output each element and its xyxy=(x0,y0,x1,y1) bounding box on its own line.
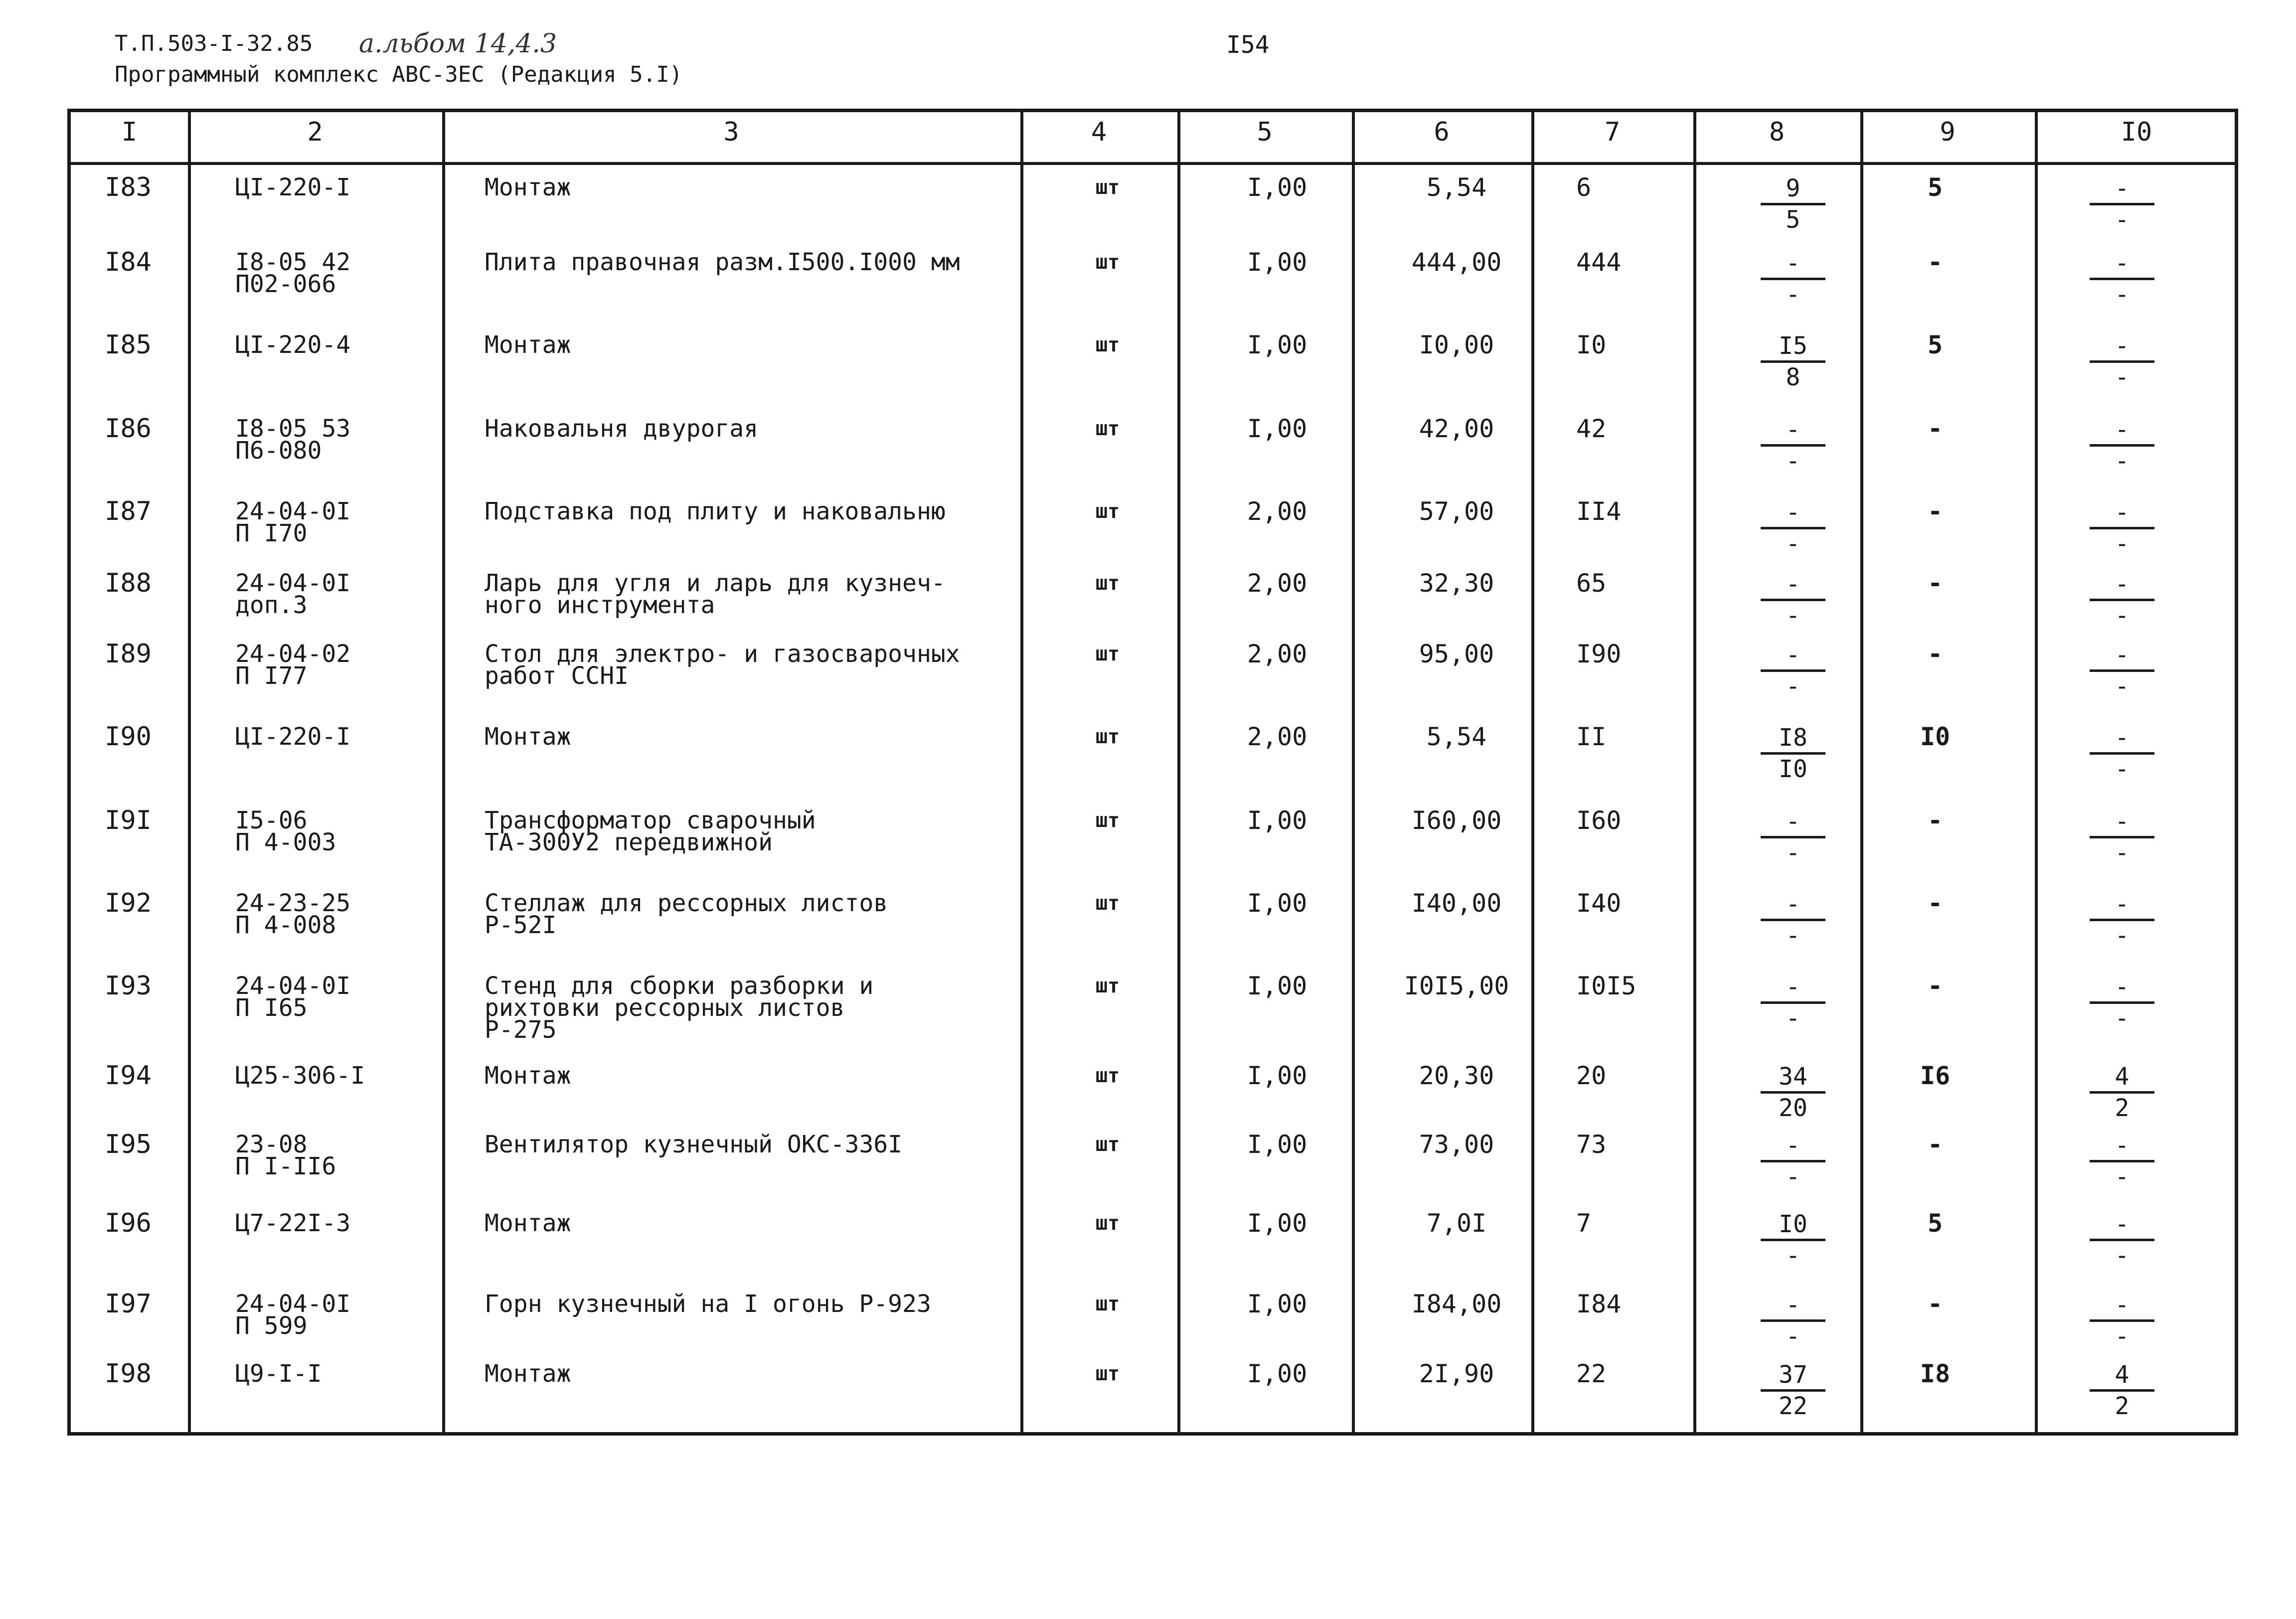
column-10-fraction xyxy=(2085,1133,2159,1189)
col-divider xyxy=(2035,112,2038,1432)
album-handwritten-note: а.льбом 14,4.3 xyxy=(359,29,557,59)
code-line: доп.3 xyxy=(235,591,308,619)
column-8-fraction xyxy=(1756,333,1830,390)
fraction-bar xyxy=(2090,1239,2154,1241)
name-line: Р-52I xyxy=(485,911,557,939)
fraction-numerator: I5 xyxy=(1779,332,1807,360)
fraction-denominator: - xyxy=(2115,206,2130,234)
unit-cell: шт xyxy=(1095,251,1120,274)
name-line: Р-275 xyxy=(485,1016,557,1044)
estimate-table xyxy=(67,109,2238,1436)
column-8-fraction xyxy=(1756,892,1830,948)
fraction-denominator: 20 xyxy=(1779,1094,1807,1122)
fraction-bar xyxy=(1761,669,1825,672)
fraction-denominator: - xyxy=(2115,281,2130,309)
quantity-cell: I,00 xyxy=(1247,1061,1308,1090)
unit-cell: шт xyxy=(1095,572,1120,595)
fraction-numerator: - xyxy=(2115,890,2130,918)
fraction-denominator: - xyxy=(2115,1322,2130,1350)
code-line: 24-04-0I xyxy=(235,497,351,525)
price-cell: 42,00 xyxy=(1419,414,1494,443)
row-number: I95 xyxy=(105,1130,152,1159)
row-number: I92 xyxy=(105,888,152,918)
code-line: П I65 xyxy=(235,994,308,1022)
fraction-numerator: - xyxy=(1786,416,1801,444)
column-header: I0 xyxy=(2121,117,2152,147)
price-cell: 73,00 xyxy=(1419,1130,1494,1159)
code-line: Ц7-22I-3 xyxy=(235,1209,351,1237)
unit-cell: шт xyxy=(1095,1362,1120,1385)
fraction-bar xyxy=(1761,1001,1825,1004)
fraction-numerator: - xyxy=(2115,808,2130,835)
col-divider xyxy=(188,112,191,1432)
column-8-fraction xyxy=(1756,500,1830,556)
column-9-cell: - xyxy=(1927,1290,1943,1318)
column-header: 6 xyxy=(1434,117,1450,147)
fraction-bar xyxy=(2090,444,2154,447)
fraction-denominator: 8 xyxy=(1786,363,1801,391)
total-cell: 444 xyxy=(1576,248,1622,277)
code-line: I8-05 53 xyxy=(235,415,351,443)
fraction-denominator: - xyxy=(2115,755,2130,783)
fraction-numerator: - xyxy=(2115,249,2130,277)
column-header: I xyxy=(121,117,138,147)
column-8-fraction xyxy=(1756,643,1830,699)
column-8-fraction xyxy=(1756,974,1830,1031)
name-line: Монтаж xyxy=(485,331,571,359)
fraction-denominator: - xyxy=(2115,363,2130,391)
column-9-cell: I8 xyxy=(1920,1359,1951,1388)
column-10-fraction xyxy=(2085,417,2159,474)
fraction-numerator: - xyxy=(2115,641,2130,669)
fraction-bar xyxy=(1761,203,1825,205)
col-divider xyxy=(1352,112,1355,1432)
fraction-numerator: - xyxy=(1786,249,1801,277)
fraction-denominator: - xyxy=(2115,1163,2130,1191)
unit-cell: шт xyxy=(1095,1133,1120,1156)
fraction-bar xyxy=(1761,1319,1825,1322)
header-divider xyxy=(71,162,2235,165)
quantity-cell: I,00 xyxy=(1247,1290,1308,1318)
row-number: I98 xyxy=(105,1359,152,1389)
price-cell: I0I5,00 xyxy=(1404,971,1509,1000)
name-line: ТА-300У2 передвижной xyxy=(485,828,773,856)
fraction-denominator: - xyxy=(1786,1163,1801,1191)
fraction-bar xyxy=(1761,278,1825,280)
price-cell: I60,00 xyxy=(1411,806,1502,835)
column-9-cell: - xyxy=(1927,414,1943,443)
column-8-fraction xyxy=(1756,1212,1830,1268)
fraction-bar xyxy=(1761,1239,1825,1241)
quantity-cell: I,00 xyxy=(1247,330,1308,359)
total-cell: II4 xyxy=(1576,497,1622,526)
name-line: Монтаж xyxy=(485,1209,571,1237)
column-10-fraction xyxy=(2085,1293,2159,1349)
name-line: Монтаж xyxy=(485,1062,571,1090)
column-10-fraction xyxy=(2085,1212,2159,1268)
code-line: П 4-008 xyxy=(235,911,336,939)
unit-cell: шт xyxy=(1095,974,1120,997)
total-cell: II xyxy=(1576,722,1607,751)
total-cell: I40 xyxy=(1576,889,1622,918)
column-8-fraction xyxy=(1756,1362,1830,1419)
code-line: I8-05 42 xyxy=(235,248,351,276)
name-line: Ларь для угля и ларь для кузнеч- xyxy=(485,569,946,597)
column-10-fraction xyxy=(2085,1064,2159,1121)
name-line: Монтаж xyxy=(485,723,571,751)
page-number: I54 xyxy=(1226,31,1270,59)
row-number: I88 xyxy=(105,568,152,598)
column-10-fraction xyxy=(2085,251,2159,307)
total-cell: 7 xyxy=(1576,1209,1592,1238)
fraction-bar xyxy=(1761,836,1825,838)
fraction-numerator: - xyxy=(1786,498,1801,526)
fraction-denominator: - xyxy=(2115,602,2130,630)
column-9-cell: - xyxy=(1927,248,1943,277)
name-line: Вентилятор кузнечный ОКС-336I xyxy=(485,1131,903,1158)
quantity-cell: 2,00 xyxy=(1247,569,1308,598)
unit-cell: шт xyxy=(1095,643,1120,665)
column-10-fraction xyxy=(2085,725,2159,782)
code-line: П6-080 xyxy=(235,437,322,465)
row-number: I87 xyxy=(105,496,152,526)
fraction-bar xyxy=(2090,1091,2154,1094)
fraction-denominator: - xyxy=(2115,1242,2130,1270)
row-number: I94 xyxy=(105,1061,152,1091)
fraction-numerator: - xyxy=(1786,890,1801,918)
price-cell: 7,0I xyxy=(1426,1209,1487,1238)
fraction-numerator: - xyxy=(1786,641,1801,669)
unit-cell: шт xyxy=(1095,809,1120,832)
column-8-fraction xyxy=(1756,251,1830,307)
column-header: 4 xyxy=(1091,117,1107,147)
code-line: П 599 xyxy=(235,1312,308,1340)
fraction-bar xyxy=(2090,1319,2154,1322)
fraction-bar xyxy=(2090,752,2154,755)
code-line: ЦI-220-4 xyxy=(235,331,351,359)
price-cell: I0,00 xyxy=(1419,330,1494,359)
row-number: I90 xyxy=(105,722,152,752)
row-number: I9I xyxy=(105,806,152,835)
column-10-fraction xyxy=(2085,572,2159,628)
unit-cell: шт xyxy=(1095,1293,1120,1315)
fraction-numerator: I0 xyxy=(1779,1210,1807,1238)
column-8-fraction xyxy=(1756,725,1830,782)
column-header: 9 xyxy=(1940,117,1956,147)
fraction-denominator: - xyxy=(2115,447,2130,475)
fraction-numerator: - xyxy=(2115,570,2130,598)
name-line: ного инструмента xyxy=(485,591,715,619)
column-9-cell: 5 xyxy=(1927,1209,1943,1238)
row-number: I85 xyxy=(105,330,152,360)
name-line: Монтаж xyxy=(485,1360,571,1388)
fraction-bar xyxy=(2090,599,2154,601)
fraction-denominator: - xyxy=(2115,1004,2130,1032)
column-10-fraction xyxy=(2085,176,2159,232)
column-9-cell: - xyxy=(1927,806,1943,835)
program-line: Программный комплекс АВС-ЗЕС (Редакция 5.I) xyxy=(115,62,683,87)
quantity-cell: I,00 xyxy=(1247,806,1308,835)
code-line: 24-04-0I xyxy=(235,569,351,597)
column-header: 7 xyxy=(1604,117,1621,147)
column-8-fraction xyxy=(1756,1064,1830,1121)
fraction-bar xyxy=(1761,1091,1825,1094)
code-line: 24-04-0I xyxy=(235,1290,351,1318)
column-9-cell: - xyxy=(1927,497,1943,526)
name-line: работ ССНI xyxy=(485,662,629,690)
name-line: Наковальня двурогая xyxy=(485,415,759,443)
price-cell: 444,00 xyxy=(1411,248,1502,277)
quantity-cell: I,00 xyxy=(1247,889,1308,918)
fraction-numerator: 34 xyxy=(1779,1063,1807,1091)
column-8-fraction xyxy=(1756,1133,1830,1189)
col-divider xyxy=(442,112,445,1432)
column-10-fraction xyxy=(2085,643,2159,699)
code-line: ЦI-220-I xyxy=(235,723,351,751)
name-line: Трансформатор сварочный xyxy=(485,807,816,834)
quantity-cell: 2,00 xyxy=(1247,722,1308,751)
unit-cell: шт xyxy=(1095,1064,1120,1087)
column-9-cell: 5 xyxy=(1927,173,1943,202)
fraction-denominator: - xyxy=(1786,839,1801,867)
quantity-cell: I,00 xyxy=(1247,971,1308,1000)
fraction-numerator: - xyxy=(2115,1291,2130,1319)
code-line: П02-066 xyxy=(235,270,336,298)
fraction-bar xyxy=(2090,360,2154,363)
fraction-numerator: - xyxy=(2115,498,2130,526)
fraction-numerator: 37 xyxy=(1779,1361,1807,1389)
fraction-bar xyxy=(2090,1001,2154,1004)
total-cell: I60 xyxy=(1576,806,1622,835)
fraction-bar xyxy=(1761,1389,1825,1392)
row-number: I96 xyxy=(105,1208,152,1238)
fraction-numerator: - xyxy=(2115,1210,2130,1238)
fraction-bar xyxy=(1761,527,1825,529)
column-9-cell: - xyxy=(1927,971,1943,1000)
column-8-fraction xyxy=(1756,809,1830,865)
fraction-bar xyxy=(2090,1160,2154,1162)
name-line: рихтовки рессорных листов xyxy=(485,994,845,1022)
unit-cell: шт xyxy=(1095,892,1120,915)
total-cell: I0I5 xyxy=(1576,971,1637,1000)
code-line: П I70 xyxy=(235,519,308,547)
fraction-denominator: 2 xyxy=(2115,1392,2130,1420)
unit-cell: шт xyxy=(1095,417,1120,440)
fraction-denominator: - xyxy=(1786,672,1801,700)
total-cell: I90 xyxy=(1576,640,1622,668)
fraction-denominator: - xyxy=(2115,922,2130,950)
fraction-bar xyxy=(1761,444,1825,447)
code-line: ЦI-220-I xyxy=(235,173,351,201)
column-10-fraction xyxy=(2085,892,2159,948)
price-cell: 95,00 xyxy=(1419,640,1494,668)
quantity-cell: I,00 xyxy=(1247,1130,1308,1159)
code-line: П I-II6 xyxy=(235,1152,336,1180)
price-cell: I40,00 xyxy=(1411,889,1502,918)
quantity-cell: I,00 xyxy=(1247,414,1308,443)
name-line: Стеллаж для рессорных листов xyxy=(485,889,888,917)
column-10-fraction xyxy=(2085,974,2159,1031)
total-cell: 73 xyxy=(1576,1130,1607,1159)
unit-cell: шт xyxy=(1095,500,1120,523)
column-header: 5 xyxy=(1257,117,1273,147)
column-8-fraction xyxy=(1756,176,1830,232)
col-divider xyxy=(1020,112,1023,1432)
fraction-numerator: - xyxy=(2115,174,2130,202)
fraction-bar xyxy=(1761,360,1825,363)
fraction-bar xyxy=(2090,919,2154,921)
name-line: Горн кузнечный на I огонь Р-923 xyxy=(485,1290,931,1318)
col-divider xyxy=(1177,112,1180,1432)
total-cell: 42 xyxy=(1576,414,1607,443)
fraction-bar xyxy=(1761,919,1825,921)
column-9-cell: - xyxy=(1927,640,1943,668)
code-line: П I77 xyxy=(235,662,308,690)
document-code: Т.П.503-I-32.85 xyxy=(115,31,313,56)
name-line: Плита правочная разм.I500.I000 мм xyxy=(485,248,960,276)
row-number: I84 xyxy=(105,247,152,277)
column-8-fraction xyxy=(1756,1293,1830,1349)
fraction-bar xyxy=(2090,669,2154,672)
fraction-denominator: - xyxy=(1786,1004,1801,1032)
price-cell: 20,30 xyxy=(1419,1061,1494,1090)
code-line: Ц25-306-I xyxy=(235,1062,365,1090)
unit-cell: шт xyxy=(1095,176,1120,199)
unit-cell: шт xyxy=(1095,1212,1120,1235)
column-8-fraction xyxy=(1756,417,1830,474)
code-line: I5-06 xyxy=(235,807,308,834)
total-cell: 22 xyxy=(1576,1359,1607,1388)
total-cell: 20 xyxy=(1576,1061,1607,1090)
column-9-cell: - xyxy=(1927,569,1943,598)
row-number: I83 xyxy=(105,172,152,202)
price-cell: 5,54 xyxy=(1426,173,1487,202)
code-line: Ц9-I-I xyxy=(235,1360,322,1388)
fraction-numerator: 9 xyxy=(1786,174,1801,202)
fraction-numerator: 4 xyxy=(2115,1063,2130,1091)
fraction-numerator: - xyxy=(2115,416,2130,444)
column-header: 3 xyxy=(723,117,739,147)
code-line: 24-04-02 xyxy=(235,640,351,668)
fraction-bar xyxy=(2090,836,2154,838)
fraction-denominator: 5 xyxy=(1786,206,1801,234)
column-header: 8 xyxy=(1769,117,1785,147)
fraction-denominator: - xyxy=(2115,530,2130,558)
code-line: П 4-003 xyxy=(235,828,336,856)
fraction-numerator: - xyxy=(2115,1132,2130,1159)
fraction-bar xyxy=(1761,1160,1825,1162)
fraction-denominator: - xyxy=(1786,281,1801,309)
total-cell: 6 xyxy=(1576,173,1592,202)
name-line: Подставка под плиту и наковальню xyxy=(485,497,946,525)
price-cell: 2I,90 xyxy=(1419,1359,1494,1388)
quantity-cell: I,00 xyxy=(1247,173,1308,202)
unit-cell: шт xyxy=(1095,333,1120,356)
column-9-cell: I6 xyxy=(1920,1061,1951,1090)
fraction-bar xyxy=(2090,203,2154,205)
unit-cell: шт xyxy=(1095,725,1120,748)
price-cell: 57,00 xyxy=(1419,497,1494,526)
fraction-denominator: I0 xyxy=(1779,755,1807,783)
total-cell: 65 xyxy=(1576,569,1607,598)
fraction-denominator: - xyxy=(1786,922,1801,950)
column-header: 2 xyxy=(307,117,323,147)
fraction-denominator: - xyxy=(1786,447,1801,475)
code-line: 24-23-25 xyxy=(235,889,351,917)
column-10-fraction xyxy=(2085,500,2159,556)
name-line: Монтаж xyxy=(485,173,571,201)
row-number: I86 xyxy=(105,414,152,444)
column-9-cell: 5 xyxy=(1927,330,1943,359)
fraction-numerator: - xyxy=(1786,973,1801,1001)
fraction-bar xyxy=(2090,527,2154,529)
row-number: I93 xyxy=(105,971,152,1001)
fraction-denominator: 22 xyxy=(1779,1392,1807,1420)
fraction-numerator: - xyxy=(2115,332,2130,360)
fraction-numerator: - xyxy=(1786,1291,1801,1319)
column-8-fraction xyxy=(1756,572,1830,628)
quantity-cell: I,00 xyxy=(1247,1359,1308,1388)
price-cell: 5,54 xyxy=(1426,722,1487,751)
fraction-denominator: - xyxy=(1786,1322,1801,1350)
fraction-numerator: - xyxy=(1786,1132,1801,1159)
column-10-fraction xyxy=(2085,1362,2159,1419)
price-cell: 32,30 xyxy=(1419,569,1494,598)
fraction-numerator: - xyxy=(2115,973,2130,1001)
code-line: 24-04-0I xyxy=(235,972,351,1000)
code-line: 23-08 xyxy=(235,1131,308,1158)
column-10-fraction xyxy=(2085,333,2159,390)
column-9-cell: I0 xyxy=(1920,722,1951,751)
fraction-denominator: - xyxy=(1786,530,1801,558)
fraction-bar xyxy=(1761,599,1825,601)
fraction-denominator: - xyxy=(2115,672,2130,700)
fraction-numerator: - xyxy=(1786,570,1801,598)
quantity-cell: I,00 xyxy=(1247,1209,1308,1238)
fraction-denominator: 2 xyxy=(2115,1094,2130,1122)
name-line: Стенд для сборки разборки и xyxy=(485,972,874,1000)
fraction-numerator: - xyxy=(1786,808,1801,835)
fraction-denominator: - xyxy=(1786,602,1801,630)
price-cell: I84,00 xyxy=(1411,1290,1502,1318)
row-number: I89 xyxy=(105,639,152,669)
fraction-numerator: 4 xyxy=(2115,1361,2130,1389)
row-number: I97 xyxy=(105,1289,152,1319)
column-10-fraction xyxy=(2085,809,2159,865)
fraction-bar xyxy=(1761,752,1825,755)
fraction-bar xyxy=(2090,1389,2154,1392)
column-9-cell: - xyxy=(1927,889,1943,918)
total-cell: I84 xyxy=(1576,1290,1622,1318)
fraction-denominator: - xyxy=(1786,1242,1801,1270)
name-line: Стол для электро- и газосварочных xyxy=(485,640,960,668)
quantity-cell: I,00 xyxy=(1247,248,1308,277)
fraction-bar xyxy=(2090,278,2154,280)
fraction-numerator: I8 xyxy=(1779,724,1807,752)
fraction-denominator: - xyxy=(2115,839,2130,867)
quantity-cell: 2,00 xyxy=(1247,640,1308,668)
quantity-cell: 2,00 xyxy=(1247,497,1308,526)
total-cell: I0 xyxy=(1576,330,1607,359)
fraction-numerator: - xyxy=(2115,724,2130,752)
column-9-cell: - xyxy=(1927,1130,1943,1159)
